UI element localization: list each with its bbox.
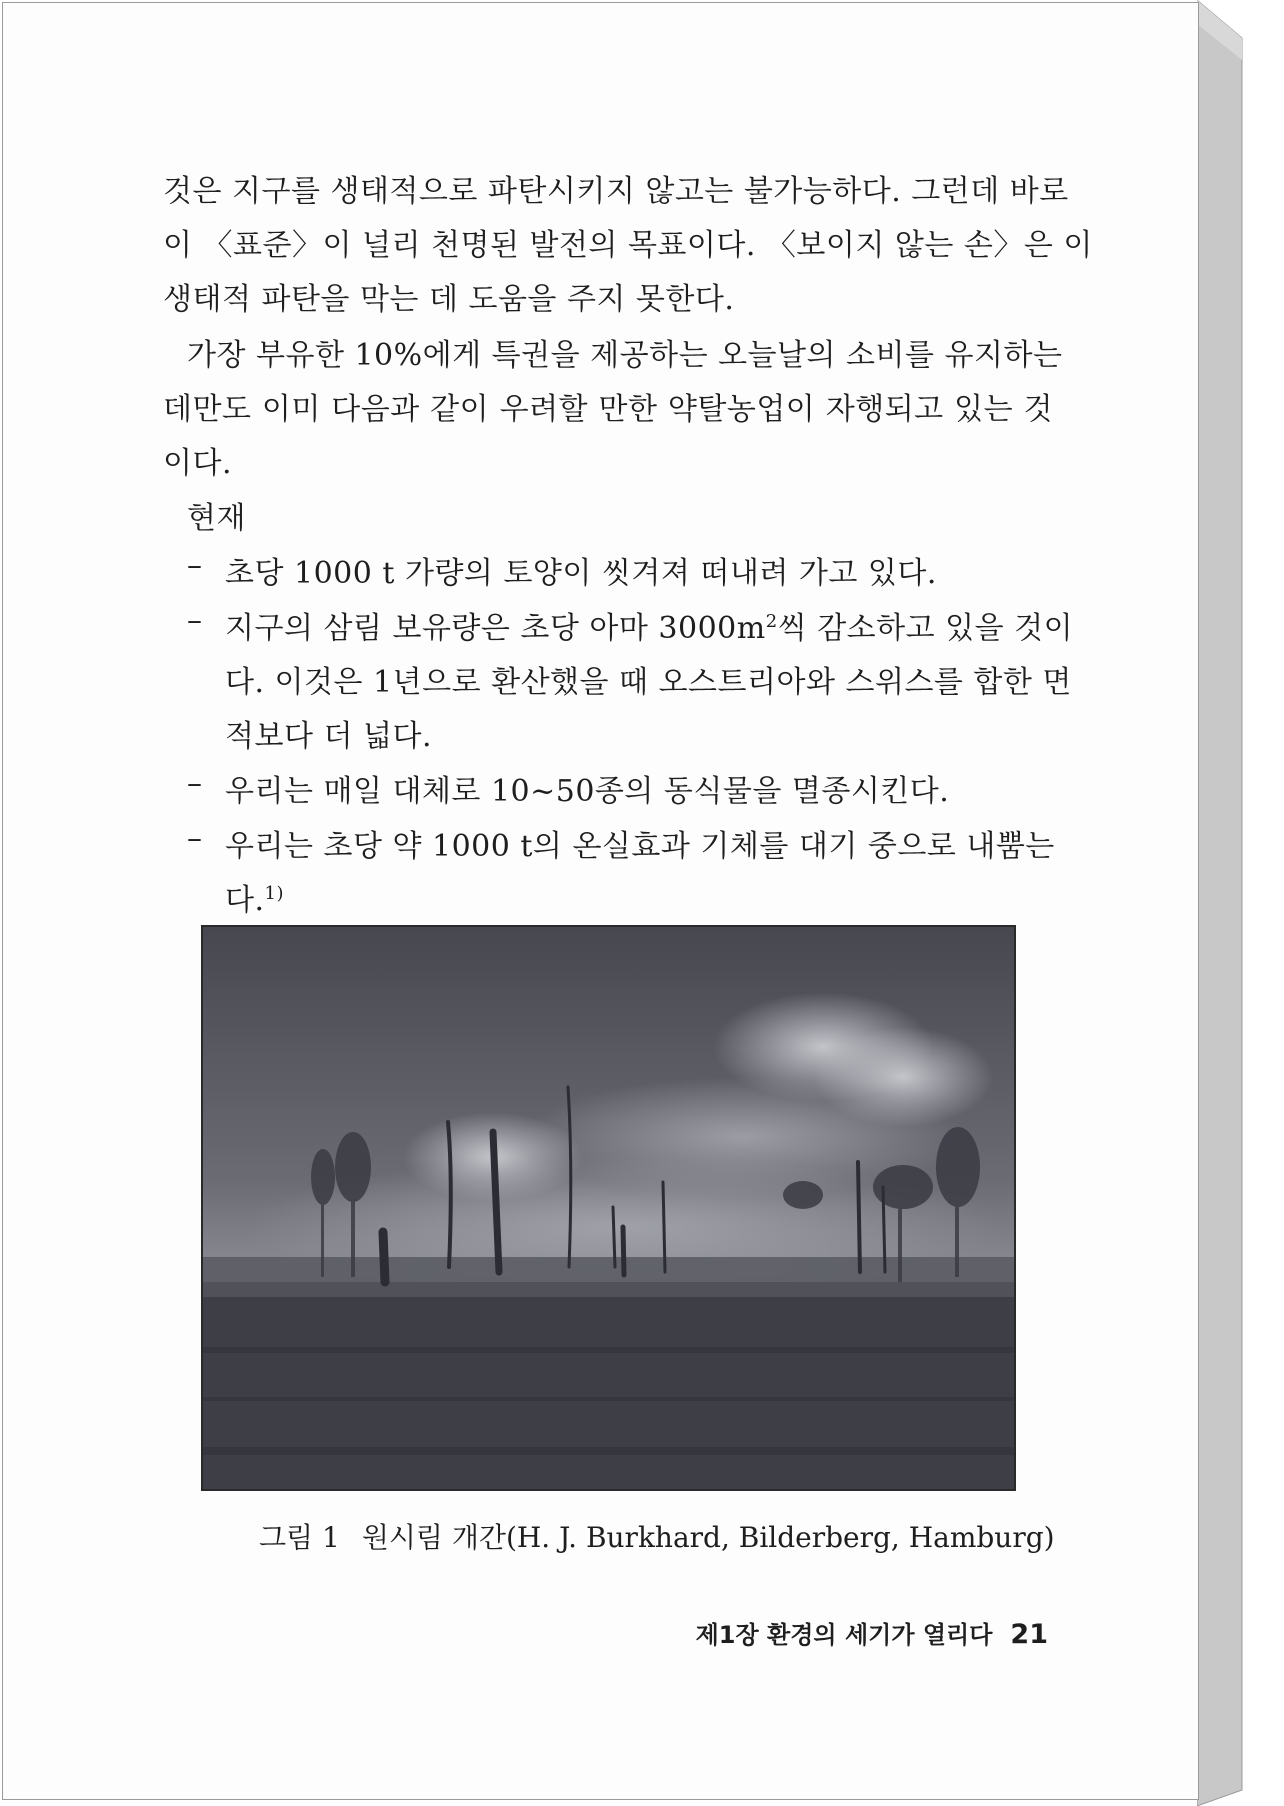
dash-marker: – (187, 603, 203, 638)
list-item-line (225, 603, 1074, 647)
paragraph-line: 데만도 이미 다음과 같이 우려할 만한 약탈농업이 자행되고 있는 것 (163, 392, 1053, 427)
paragraph-line: 가장 부유한 10%에게 특권을 제공하는 오늘날의 소비를 유지하는 (187, 338, 1063, 373)
figure-photo (201, 925, 1016, 1491)
list-lead: 현재 (187, 501, 246, 536)
paragraph-line: 이 〈표준〉이 널리 천명된 발전의 목표이다. 〈보이지 않는 손〉은 이 (163, 228, 1093, 263)
paragraph-line: 생태적 파탄을 막는 데 도움을 주지 못한다. (163, 282, 735, 317)
footnote-marker: 1) (264, 883, 285, 904)
list-item-text: 다. (225, 883, 265, 918)
list-item-line: 다. 이것은 1년으로 환산했을 때 오스트리아와 스위스를 합한 면 (225, 665, 1072, 700)
running-footer (696, 1615, 1048, 1650)
dash-marker: – (187, 821, 203, 856)
paragraph-line: 이다. (163, 446, 232, 481)
list-item (163, 821, 1053, 931)
page-number: 21 (1010, 1619, 1048, 1650)
list-item-line: 적보다 더 넓다. (225, 719, 432, 754)
book-page (2, 2, 1199, 1800)
forest-clearing-image (203, 927, 1014, 1489)
list-item-text: 우리는 매일 대체로 10~50종의 동식물을 멸종시킨다. (225, 774, 950, 809)
list-item (163, 766, 1053, 816)
list-item-text: 씩 감소하고 있을 것이 (777, 611, 1074, 646)
list-item-text: 초당 1000 t 가량의 토양이 씻겨져 떠내려 가고 있다. (225, 556, 937, 591)
figure-caption (259, 1516, 1055, 1556)
book-side-edge (1197, 0, 1277, 1806)
figure-label: 그림 1 (259, 1521, 340, 1554)
list-item-line: 우리는 초당 약 1000 t의 온실효과 기체를 대기 중으로 내뿜는 (225, 829, 1055, 864)
figure-caption-text: 원시림 개간(H. J. Burkhard, Bilderberg, Hamburg) (361, 1521, 1055, 1554)
dash-marker: – (187, 766, 203, 801)
superscript: 2 (765, 611, 778, 632)
list-item-line (225, 875, 284, 919)
list-item-text: 지구의 삼림 보유량은 초당 아마 3000m (225, 611, 766, 646)
paragraph-line: 것은 지구를 생태적으로 파탄시키지 않고는 불가능하다. 그런데 바로 (163, 174, 1069, 209)
list-item (163, 548, 1053, 598)
chapter-title: 제1장 환경의 세기가 열리다 (695, 1621, 993, 1649)
list-item (163, 603, 1074, 763)
dash-marker: – (187, 548, 203, 583)
